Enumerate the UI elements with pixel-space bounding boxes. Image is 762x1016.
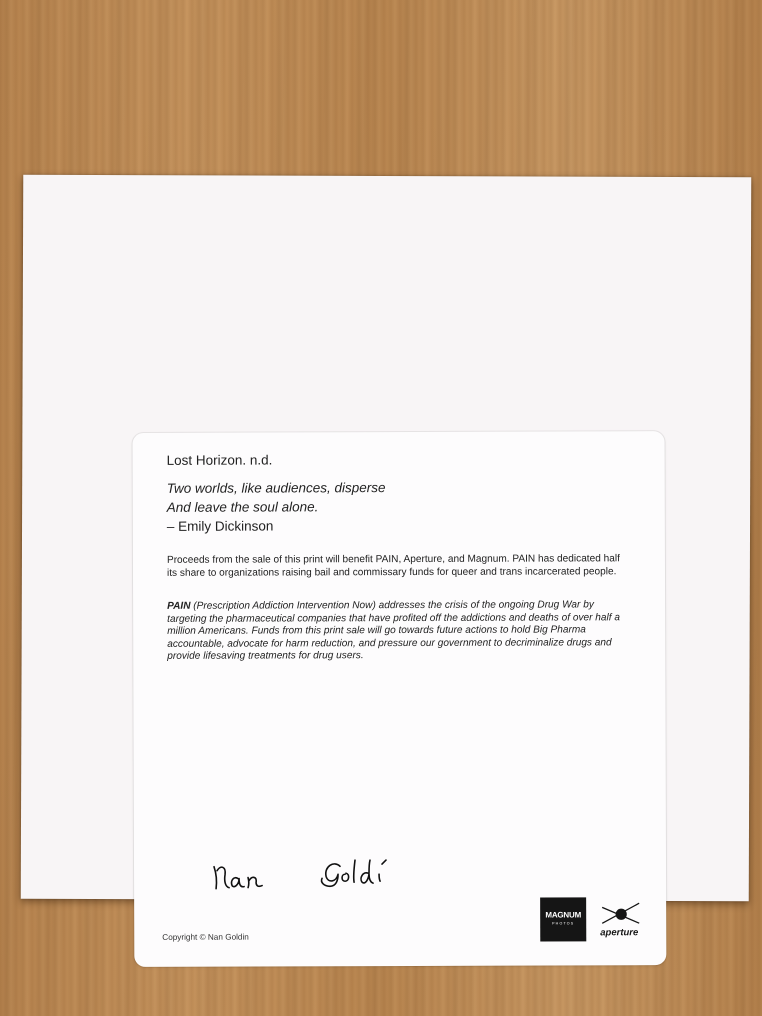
quote-attribution: – Emily Dickinson: [166, 518, 274, 534]
print-backing-board: [21, 175, 752, 942]
magnum-logo-subtext: PHOTOS: [552, 921, 575, 926]
pain-acronym: PAIN: [167, 600, 191, 612]
handwritten-signature: [212, 856, 452, 897]
print-title: Lost Horizon. n.d.: [166, 452, 273, 468]
quote-line: And leave the soul alone.: [166, 499, 319, 515]
magnum-logo-text: MAGNUM: [545, 910, 582, 920]
aperture-logo-icon: [599, 901, 643, 925]
quote-line: Two worlds, like audiences, disperse: [166, 480, 386, 496]
aperture-logo-text: aperture: [600, 927, 639, 939]
pain-description: (Prescription Addiction Intervention Now) addresses the crisis of the ongoing Drug War by targeting the pharmaceutical companies that have profited off the addictions and deaths of over half a million Americans. Funds from this print sale will go towards future actions to hold Big Pharma accountable, advocate for harm reduction, and pressure our government to decriminalize drugs and provide lifesaving treatments for drug users.: [167, 599, 621, 663]
pain-paragraph: [167, 599, 629, 664]
proceeds-paragraph: Proceeds from the sale of this print will benefit PAIN, Aperture, and Magnum. PAIN has dedicated half its share to organizations raising bail and commissary funds for queer and trans incarcerated people.: [166, 553, 620, 579]
print-label-card: [133, 431, 667, 967]
quote-block: [167, 478, 386, 536]
copyright-notice: Copyright © Nan Goldin: [162, 932, 249, 942]
magnum-logo: [540, 897, 586, 941]
